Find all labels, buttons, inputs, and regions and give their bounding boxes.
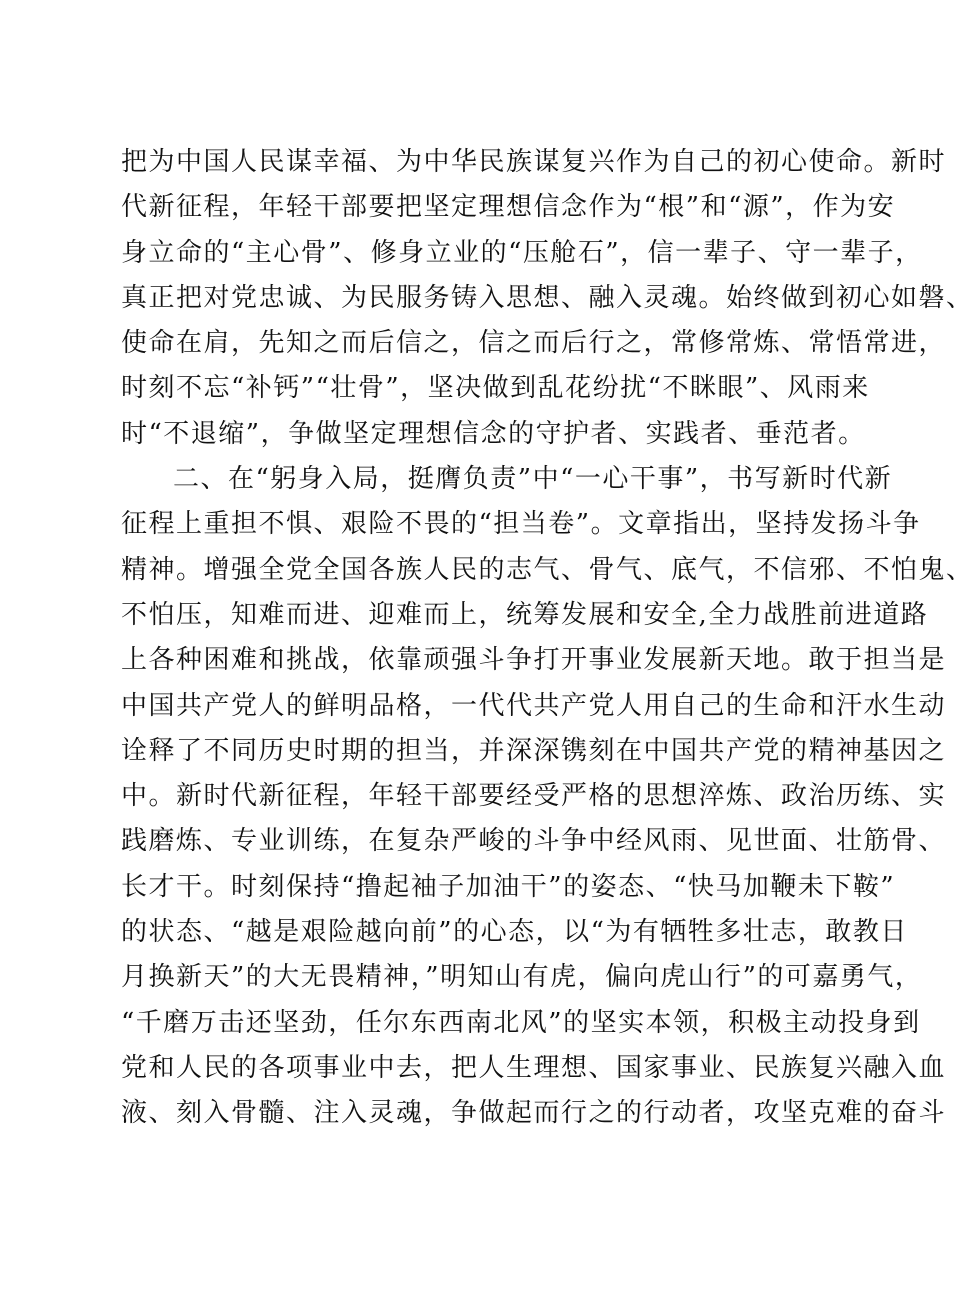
text-line: “千磨万击还坚劲，任尔东西南北风”的坚实本领，积极主动投身到 — [121, 1007, 921, 1038]
text-line: 上各种困难和挑战，依靠顽强斗争打开事业发展新天地。敢于担当是 — [121, 645, 947, 676]
text-line: 长才干。时刻保持“撸起袖子加油干”的姿态、“快马加鞭未下鞍” — [121, 871, 896, 902]
text-line: 精神。增强全党全国各族人民的志气、骨气、底气，不信邪、不怕鬼、 — [121, 554, 974, 585]
text-line: 时“不退缩”，争做坚定理想信念的守护者、实践者、垂范者。 — [121, 418, 866, 449]
text-line: 时刻不忘“补钙”“壮骨”，坚决做到乱花纷扰“不眯眼”、风雨来 — [121, 373, 870, 404]
text-line: 的状态、“越是艰险越向前”的心态，以“为有牺牲多壮志，敢教日 — [121, 917, 908, 948]
text-line: 中国共产党人的鲜明品格，一代代共产党人用自己的生命和汗水生动 — [121, 690, 947, 721]
text-line: 使命在肩，先知之而后信之，信之而后行之，常修常炼、常悟常进， — [121, 328, 947, 359]
text-line: 身立命的“主心骨”、修身立业的“压舱石”，信一辈子、守一辈子， — [121, 237, 923, 268]
text-line: 中。新时代新征程，年轻干部要经受严格的思想淬炼、政治历练、实 — [121, 781, 947, 812]
section-heading-line: 二、在“躬身入局，挺膺负责”中“一心干事”，书写新时代新 — [173, 464, 893, 495]
text-line: 把为中国人民谋幸福、为中华民族谋复兴作为自己的初心使命。新时 — [121, 147, 947, 177]
text-line: 征程上重担不惧、艰险不畏的“担当卷”。文章指出，坚持发扬斗争 — [121, 509, 921, 540]
text-line: 诠释了不同历史时期的担当，并深深镌刻在中国共产党的精神基因之 — [121, 735, 947, 766]
text-line: 代新征程，年轻干部要把坚定理想信念作为“根”和“源”，作为安 — [121, 192, 896, 223]
text-line: 践磨炼、专业训练，在复杂严峻的斗争中经风雨、见世面、壮筋骨、 — [121, 826, 947, 857]
text-line: 真正把对党忠诚、为民服务铸入思想、融入灵魂。始终做到初心如磐、 — [121, 282, 974, 313]
text-line: 月换新天”的大无畏精神，”明知山有虎，偏向虎山行”的可嘉勇气， — [121, 962, 923, 993]
body-text — [121, 140, 974, 1137]
text-line: 党和人民的各项事业中去，把人生理想、国家事业、民族复兴融入血 — [121, 1052, 947, 1083]
text-line: 液、刻入骨髓、注入灵魂，争做起而行之的行动者，攻坚克难的奋斗 — [121, 1098, 947, 1129]
text-line: 不怕压，知难而进、迎难而上，统筹发展和安全,全力战胜前进道路 — [121, 599, 929, 630]
